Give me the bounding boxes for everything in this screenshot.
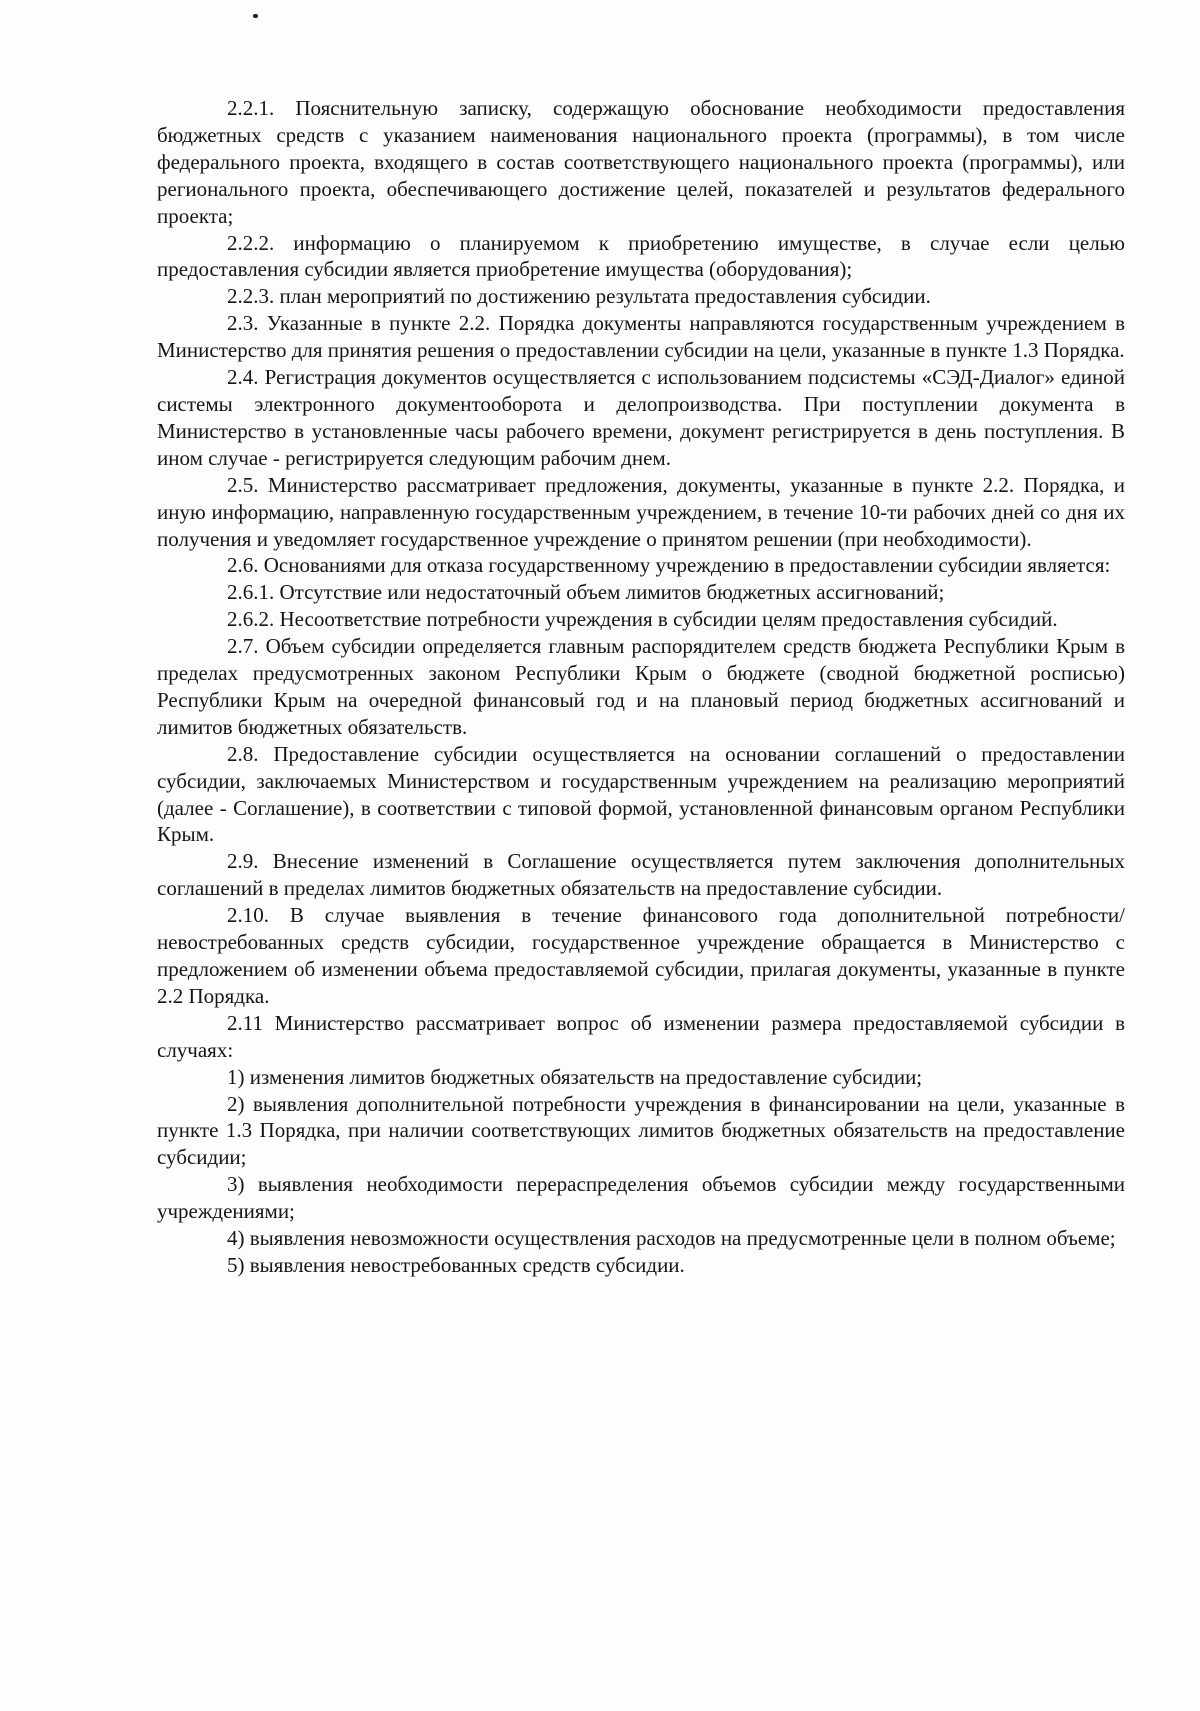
- list-item-5: 5) выявления невостребованных средств субсидии.: [227, 1252, 685, 1277]
- list-item-3: 3) выявления необходимости перераспределения объемов субсидии между государственными учреждениями;: [157, 1172, 1125, 1224]
- paragraph-2-2-2: 2.2.2. информацию о планируемом к приобретению имуществе, в случае если целью предоставления субсидии является приобретение имущества (оборудования);: [157, 230, 1125, 282]
- paragraph-2-10: 2.10. В случае выявления в течение финансового года дополнительной потребности/невостребованных средств субсидии, государственное учреждение обращается в Министерство с предложением об изменении объема предоставляемой субсидии, прилагая документы, указанные в пункте 2.2 Порядка.: [157, 903, 1125, 1008]
- paragraph-2-7: 2.7. Объем субсидии определяется главным распорядителем средств бюджета Республики Крым в пределах предусмотренных законом Республики Крым о бюджете (сводной бюджетной росписью) Республики Крым на очередной финансовый год и на плановый период бюджетных ассигнований и лимитов бюджетных обязательств.: [157, 634, 1125, 739]
- paragraph-2-2-3: 2.2.3. план мероприятий по достижению результата предоставления субсидии.: [227, 284, 931, 309]
- document-body: [157, 95, 1125, 1279]
- paragraph-2-6: 2.6. Основаниями для отказа государственному учреждению в предоставлении субсидии является:: [227, 553, 1111, 578]
- list-item-4: 4) выявления невозможности осуществления расходов на предусмотренные цели в полном объеме;: [227, 1226, 1116, 1251]
- list-item-2: 2) выявления дополнительной потребности учреждения в финансировании на цели, указанные в пункте 1.3 Порядка, при наличии соответствующих лимитов бюджетных обязательств на предоставление субсидии;: [157, 1091, 1125, 1170]
- paragraph-2-8: 2.8. Предоставление субсидии осуществляется на основании соглашений о предоставлении субсидии, заключаемых Министерством и государственным учреждением на реализацию мероприятий (далее - Соглашение), в соответствии с типовой формой, установленной финансовым органом Республики Крым.: [157, 741, 1125, 847]
- paragraph-2-6-1: 2.6.1. Отсутствие или недостаточный объем лимитов бюджетных ассигнований;: [227, 580, 945, 605]
- paragraph-2-9: 2.9. Внесение изменений в Соглашение осуществляется путем заключения дополнительных соглашений в пределах лимитов бюджетных обязательств на предоставление субсидии.: [157, 849, 1125, 901]
- paragraph-2-11: 2.11 Министерство рассматривает вопрос об изменении размера предоставляемой субсидии в случаях:: [157, 1010, 1125, 1062]
- paragraph-2-3: 2.3. Указанные в пункте 2.2. Порядка документы направляются государственным учреждением в Министерство для принятия решения о предоставлении субсидии на цели, указанные в пункте 1.3 Порядка.: [157, 311, 1125, 363]
- paragraph-2-6-2: 2.6.2. Несоответствие потребности учреждения в субсидии целям предоставления субсидий.: [227, 607, 1058, 632]
- paragraph-2-4: 2.4. Регистрация документов осуществляется с использованием подсистемы «СЭД-Диалог» единой системы электронного документооборота и делопроизводства. При поступлении документа в Министерство в установленные часы рабочего времени, документ регистрируется в день поступления. В ином случае - регистрируется следующим рабочим днем.: [157, 365, 1125, 470]
- scan-artifact-mark: [253, 14, 258, 18]
- paragraph-2-2-1: 2.2.1. Пояснительную записку, содержащую обоснование необходимости предоставления бюджетных средств с указанием наименования национального проекта (программы), в том числе федерального проекта, входящего в состав соответствующего национального проекта (программы), или регионального проекта, обеспечивающего достижение целей, показателей и результатов федерального проекта;: [157, 96, 1125, 228]
- paragraph-2-5: 2.5. Министерство рассматривает предложения, документы, указанные в пункте 2.2. Порядка, и иную информацию, направленную государственным учреждением, в течение 10-ти рабочих дней со дня их получения и уведомляет государственное учреждение о принятом решении (при необходимости).: [157, 472, 1125, 551]
- list-item-1: 1) изменения лимитов бюджетных обязательств на предоставление субсидии;: [227, 1064, 923, 1089]
